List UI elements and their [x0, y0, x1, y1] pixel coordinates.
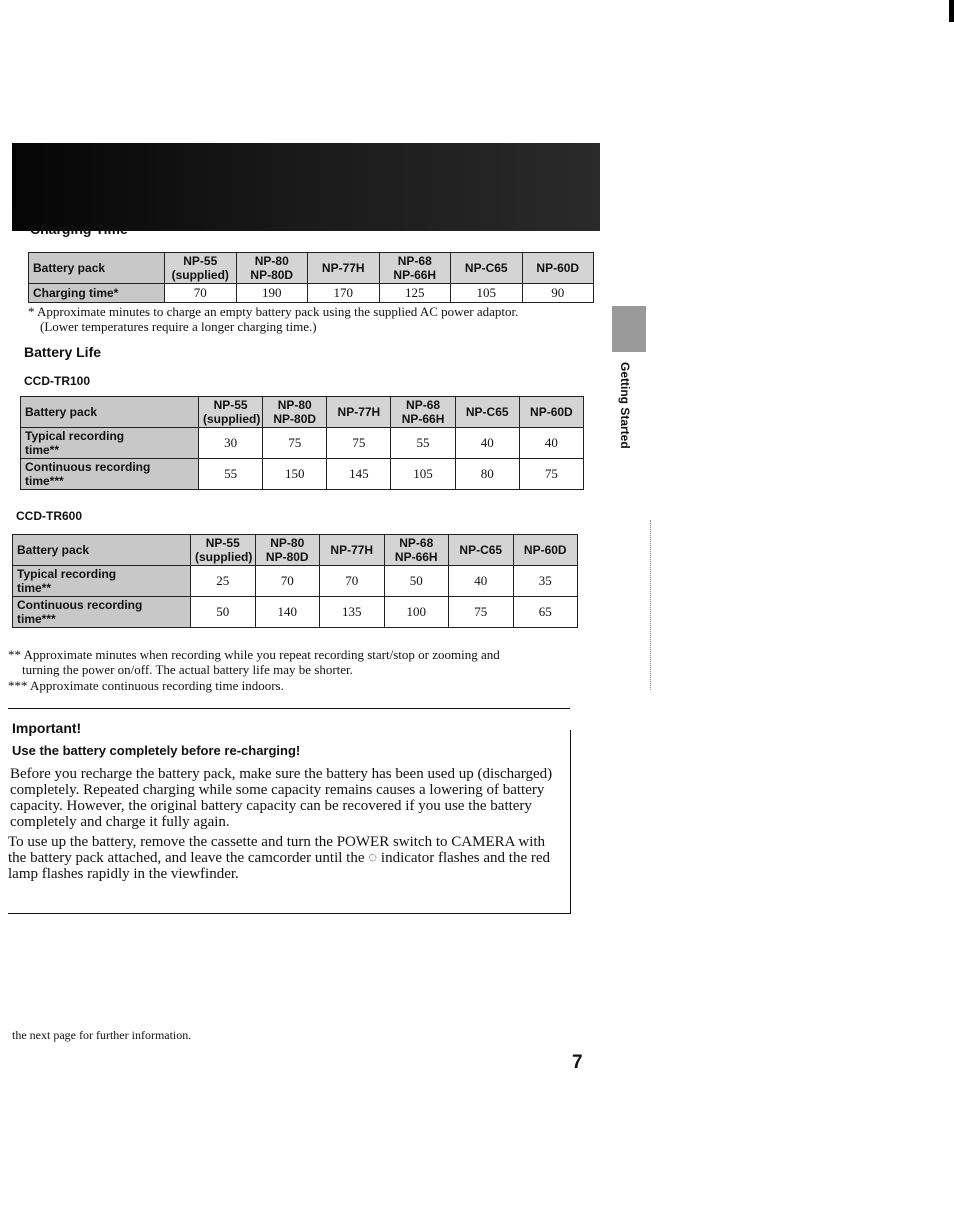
model-heading-tr600: CCD-TR600 — [16, 509, 83, 523]
page-number: 7 — [572, 1052, 583, 1073]
table-cell: 75 — [519, 459, 583, 490]
table-cell: 170 — [308, 284, 380, 303]
column-header: NP-60D — [513, 535, 578, 566]
table-cell: 105 — [391, 459, 455, 490]
table-cell: 190 — [236, 284, 308, 303]
table-cell: 40 — [449, 566, 514, 597]
section-header-bar — [12, 143, 600, 231]
column-header: NP-C65 — [449, 535, 514, 566]
table-cell: 105 — [451, 284, 523, 303]
important-paragraph-2: To use up the battery, remove the cassette and turn the POWER switch to CAMERA with the battery pack attached, and leave the camcorder until the ◌ indicator flashes and the red lamp flashes rapidly in the viewfinder. — [8, 834, 551, 882]
table-row — [21, 459, 584, 490]
typical-note: ** Approximate minutes when recording while you repeat recording start/stop or zooming and — [8, 647, 500, 662]
typical-note-2: turning the power on/off. The actual battery life may be shorter. — [22, 662, 353, 677]
table-cell: 150 — [263, 459, 327, 490]
table-header-row — [21, 397, 584, 428]
table-cell: 145 — [327, 459, 391, 490]
table-cell: 70 — [165, 284, 237, 303]
table-cell: 135 — [320, 597, 385, 628]
important-paragraph-1: Before you recharge the battery pack, make sure the battery has been used up (discharged) completely. Repeated charging while some capacity remains causes a lowering of battery capacity. However, the original battery capacity can be recovered if you use the battery completely and charge it fully again. — [10, 766, 553, 830]
row-head-battery-pack: Battery pack — [29, 253, 165, 284]
table-header-row — [13, 535, 578, 566]
model-heading-tr100: CCD-TR100 — [24, 374, 91, 388]
fold-guide — [650, 520, 652, 690]
table-cell: 55 — [199, 459, 263, 490]
column-header: NP-80 NP-80D — [263, 397, 327, 428]
section-tab-marker — [612, 306, 646, 352]
column-header: NP-C65 — [451, 253, 523, 284]
table-cell: 80 — [455, 459, 519, 490]
continuous-note: *** Approximate continuous recording time indoors. — [8, 678, 284, 693]
table-cell: 30 — [199, 428, 263, 459]
column-header: NP-68 NP-66H — [384, 535, 449, 566]
margin-mark — [12, 148, 16, 208]
table-row — [29, 284, 594, 303]
table-cell: 75 — [449, 597, 514, 628]
table-cell: 50 — [384, 566, 449, 597]
column-header: NP-68 NP-66H — [391, 397, 455, 428]
battery-life-table-tr600 — [12, 534, 578, 628]
column-header: NP-55 (supplied) — [199, 397, 263, 428]
footer-text: the next page for further information. — [12, 1028, 192, 1042]
table-cell: 70 — [320, 566, 385, 597]
column-header: NP-55 (supplied) — [191, 535, 256, 566]
table-cell: 25 — [191, 566, 256, 597]
table-row — [13, 566, 578, 597]
table-cell: 35 — [513, 566, 578, 597]
section-tab-label: Getting Started — [618, 362, 632, 449]
row-head-battery-pack: Battery pack — [21, 397, 199, 428]
column-header: NP-77H — [308, 253, 380, 284]
table-row — [13, 597, 578, 628]
table-cell: 125 — [379, 284, 451, 303]
table-cell: 100 — [384, 597, 449, 628]
table-cell: 70 — [255, 566, 320, 597]
charging-time-table — [28, 252, 594, 303]
row-label: Typical recording time** — [21, 428, 199, 459]
column-header: NP-80 NP-80D — [255, 535, 320, 566]
row-label: Typical recording time** — [13, 566, 191, 597]
table-row — [21, 428, 584, 459]
table-header-row — [29, 253, 594, 284]
table-cell: 75 — [327, 428, 391, 459]
table-cell: 90 — [522, 284, 594, 303]
divider — [8, 708, 570, 709]
column-header: NP-80 NP-80D — [236, 253, 308, 284]
column-header: NP-55 (supplied) — [165, 253, 237, 284]
important-subheading: Use the battery completely before re-charging! — [12, 743, 301, 758]
column-header: NP-C65 — [455, 397, 519, 428]
edge-mark — [949, 0, 954, 22]
table-cell: 40 — [519, 428, 583, 459]
table-cell: 75 — [263, 428, 327, 459]
column-header: NP-77H — [320, 535, 385, 566]
column-header: NP-77H — [327, 397, 391, 428]
charging-note: * Approximate minutes to charge an empty battery pack using the supplied AC power adaptor. — [28, 304, 519, 319]
table-cell: 50 — [191, 597, 256, 628]
column-header: NP-68 NP-66H — [379, 253, 451, 284]
column-header: NP-60D — [519, 397, 583, 428]
battery-life-table-tr100 — [20, 396, 584, 490]
table-cell: 40 — [455, 428, 519, 459]
table-cell: 55 — [391, 428, 455, 459]
row-label-charging-time: Charging time* — [29, 284, 165, 303]
row-label: Continuous recording time*** — [21, 459, 199, 490]
battery-life-heading: Battery Life — [24, 344, 102, 360]
column-header: NP-60D — [522, 253, 594, 284]
important-heading: Important! — [12, 720, 82, 736]
row-label: Continuous recording time*** — [13, 597, 191, 628]
charging-time-heading: Charging Time — [30, 221, 128, 237]
charging-note-2: (Lower temperatures require a longer charging time.) — [40, 319, 317, 334]
table-cell: 140 — [255, 597, 320, 628]
row-head-battery-pack: Battery pack — [13, 535, 191, 566]
table-cell: 65 — [513, 597, 578, 628]
